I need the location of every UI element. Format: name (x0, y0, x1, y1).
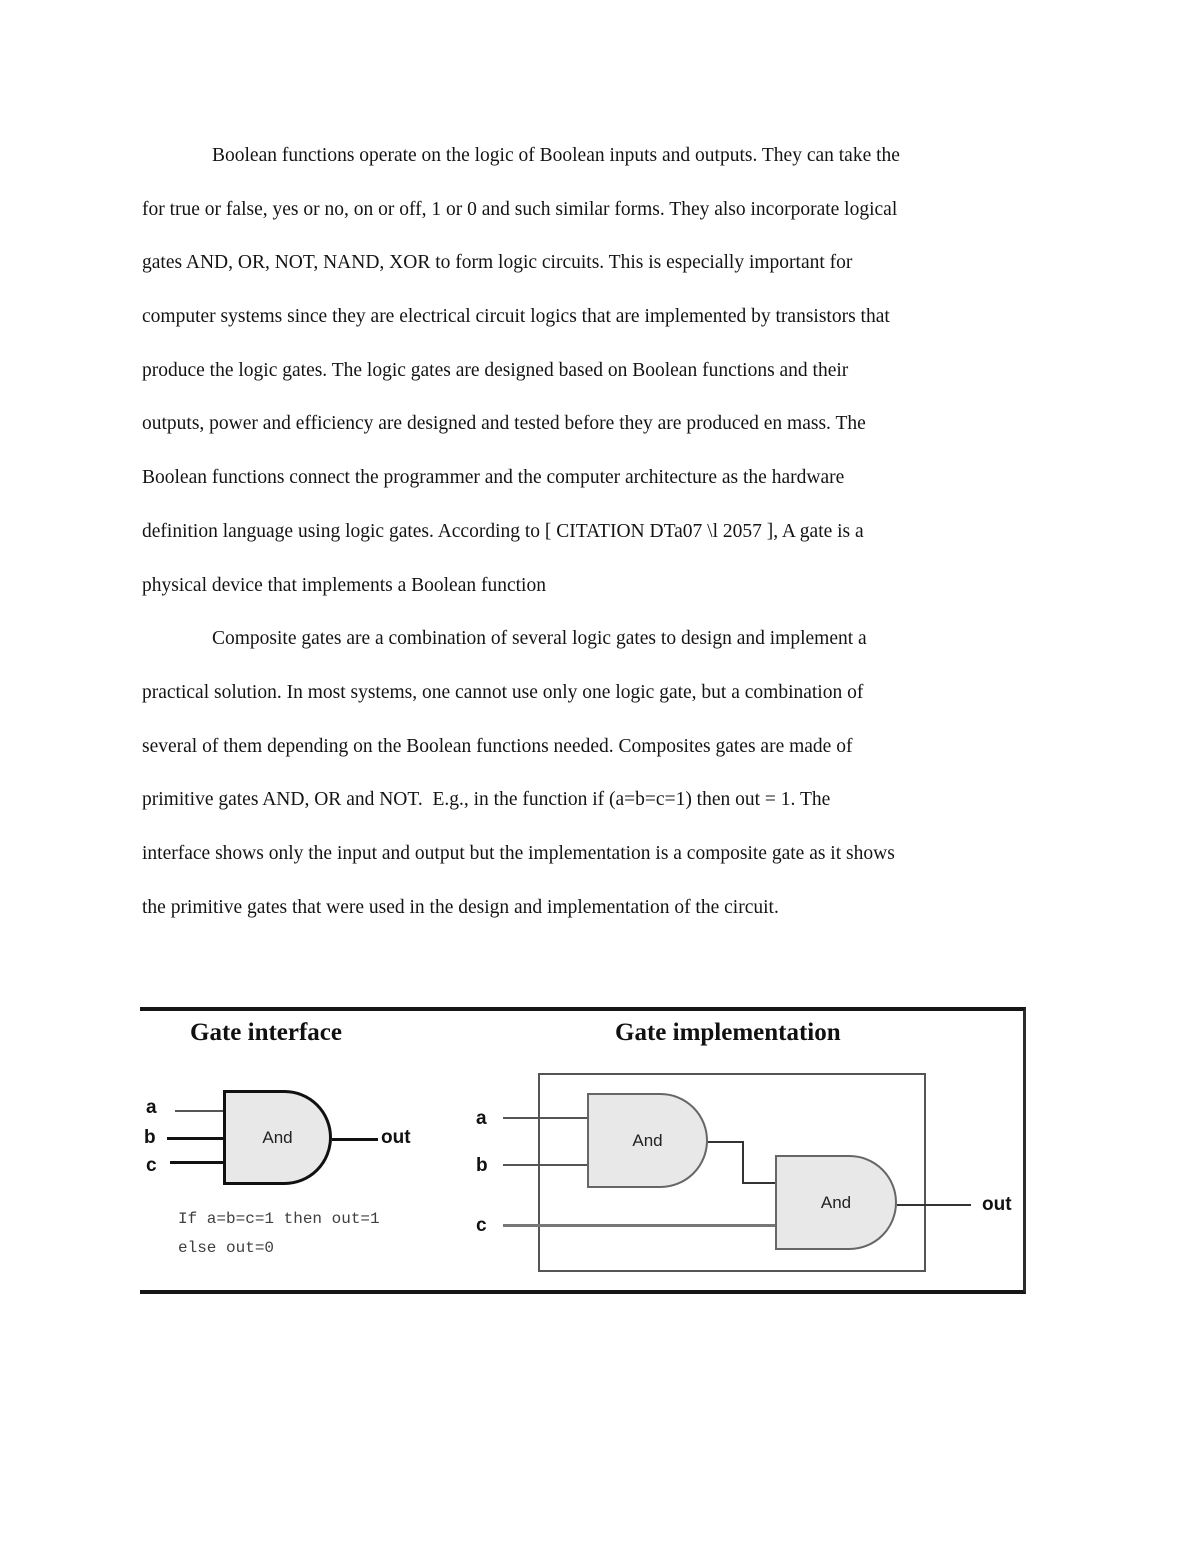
body-line: Boolean functions operate on the logic of Boolean inputs and outputs. They can take the (212, 145, 900, 166)
body-line: Boolean functions connect the programmer and the computer architecture as the hardware (142, 467, 845, 489)
wire-input-b (167, 1137, 223, 1140)
body-line: primitive gates AND, OR and NOT. E.g., in the function if (a=b=c=1) then out = 1. The (142, 789, 831, 811)
body-line: practical solution. In most systems, one cannot use only one logic gate, but a combination of (142, 681, 864, 703)
body-line: for true or false, yes or no, on or off, 1 or 0 and such similar forms. They also incorporate logical (142, 198, 898, 220)
and-gate-interface (223, 1090, 332, 1185)
wire-input-b (503, 1164, 589, 1166)
input-label-b: b (476, 1155, 488, 1176)
body-line: produce the logic gates. The logic gates are designed based on Boolean functions and their (142, 359, 849, 381)
and-gate-label: And (262, 1127, 293, 1147)
output-label: out (381, 1127, 411, 1148)
gate-caption-line2: else out=0 (178, 1239, 275, 1257)
gate-implementation-title: Gate implementation (615, 1019, 841, 1046)
and-gate-2 (775, 1155, 897, 1250)
input-label-c: c (146, 1155, 157, 1176)
body-line: gates AND, OR, NOT, NAND, XOR to form logic circuits. This is especially important for (142, 252, 853, 274)
body-line: Composite gates are a combination of several logic gates to design and implement a (212, 628, 867, 650)
body-text (142, 141, 1082, 946)
wire-gate1-to-gate2 (742, 1182, 777, 1184)
body-line: the primitive gates that were used in the design and implementation of the circuit. (142, 896, 779, 918)
gate-interface-title: Gate interface (190, 1019, 343, 1046)
and-gate-label: And (632, 1130, 663, 1150)
figure-logic-gates (140, 1007, 1026, 1294)
body-line: computer systems since they are electrical circuit logics that are implemented by transistors that (142, 306, 890, 328)
wire-input-a (175, 1110, 223, 1112)
wire-gate1-to-gate2 (742, 1141, 744, 1184)
body-line: several of them depending on the Boolean functions needed. Composites gates are made of (142, 735, 853, 757)
and-gate-1 (587, 1093, 708, 1188)
input-label-a: a (476, 1108, 487, 1129)
wire-output (897, 1204, 971, 1206)
wire-input-a (503, 1117, 589, 1119)
body-line: definition language using logic gates. According to [ CITATION DTa07 \l 2057 ], A gate is a (142, 520, 864, 542)
body-line: physical device that implements a Boolean function (142, 574, 546, 596)
wire-input-c (503, 1224, 777, 1227)
wire-output (332, 1138, 378, 1141)
body-line: interface shows only the input and output but the implementation is a composite gate as it shows (142, 842, 895, 864)
input-label-b: b (144, 1127, 156, 1148)
wire-input-c (170, 1161, 223, 1164)
output-label: out (982, 1194, 1012, 1215)
input-label-c: c (476, 1215, 487, 1236)
gate-caption-line1: If a=b=c=1 then out=1 (178, 1210, 380, 1228)
body-line: outputs, power and efficiency are designed and tested before they are produced en mass. The (142, 413, 866, 435)
input-label-a: a (146, 1097, 157, 1118)
and-gate-label: And (820, 1192, 852, 1212)
wire-gate1-to-gate2 (708, 1141, 744, 1143)
